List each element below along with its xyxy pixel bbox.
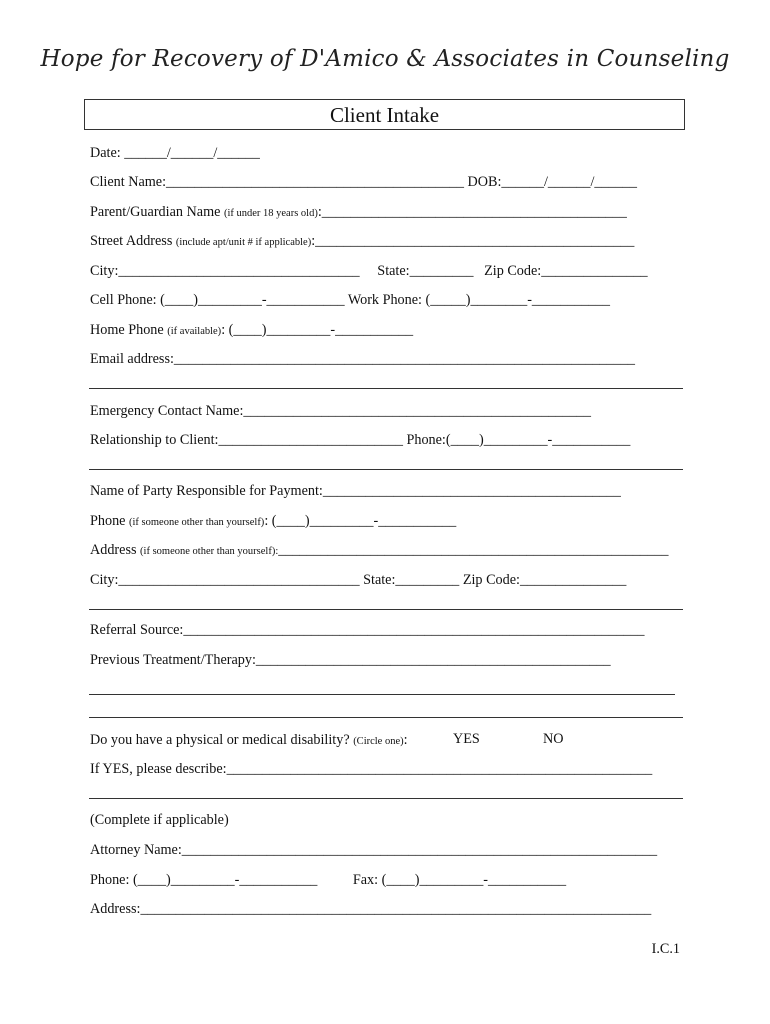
divider (89, 717, 683, 718)
home-phone-note: (if available) (167, 326, 222, 337)
cell-work-phone-field[interactable]: Cell Phone: (____)_________-___________ Work Phone: (_____)________-___________ (90, 292, 610, 308)
disability-colon: : (403, 732, 408, 748)
home-phone-line: : (____)_________-___________ (221, 322, 414, 338)
city-state-zip-field[interactable]: City:__________________________________ State:_________ Zip Code:_______________ (90, 263, 648, 279)
street-note: (include apt/unit # if applicable) (175, 237, 312, 248)
responsible-city-state-zip-field[interactable]: City:__________________________________ State:_________ Zip Code:_______________ (90, 572, 627, 588)
resp-address-line: _______________________________________________________ (278, 542, 669, 558)
divider (89, 388, 683, 389)
street-address-field[interactable] (90, 232, 634, 252)
complete-if-applicable-label: (Complete if applicable) (90, 812, 229, 828)
home-phone-label: Home Phone (90, 322, 168, 338)
guardian-name-field[interactable] (90, 203, 627, 223)
attorney-phone-fax-field[interactable]: Phone: (____)_________-___________ Fax: (____)_________-___________ (90, 872, 567, 888)
responsible-party-field[interactable]: Name of Party Responsible for Payment:__________________________________________ (90, 483, 621, 499)
date-field[interactable]: Date: ______/______/______ (90, 145, 260, 161)
relationship-phone-field[interactable]: Relationship to Client:__________________________ Phone:(____)_________-___________ (90, 432, 631, 448)
previous-treatment-field[interactable]: Previous Treatment/Therapy:__________________________________________________ (90, 652, 611, 668)
disability-describe-field[interactable]: If YES, please describe:____________________________________________________________ (90, 761, 653, 777)
no-option[interactable]: NO (543, 731, 564, 747)
org-heading: Hope for Recovery of D'Amico & Associates in Counseling (40, 46, 730, 72)
resp-address-label: Address (90, 542, 141, 558)
disability-note: (Circle one) (353, 736, 404, 747)
attorney-address-field[interactable]: Address:________________________________________________________________________ (90, 901, 652, 917)
guardian-line: :___________________________________________ (317, 204, 627, 220)
guardian-label: Parent/Guardian Name (90, 204, 224, 220)
resp-phone-note: (if someone other than yourself) (129, 517, 265, 528)
attorney-name-field[interactable]: Attorney Name:___________________________________________________________________ (90, 842, 658, 858)
disability-question-text: Do you have a physical or medical disability? (90, 732, 354, 748)
divider (89, 469, 683, 470)
divider (89, 609, 683, 610)
form-title: Client Intake (84, 99, 685, 130)
resp-address-note: (if someone other than yourself): (140, 546, 279, 557)
page-code: I.C.1 (651, 941, 680, 957)
street-line: :_____________________________________________ (311, 233, 635, 249)
resp-phone-label: Phone (90, 513, 130, 529)
responsible-phone-field[interactable] (90, 512, 456, 532)
disability-question (90, 731, 408, 751)
guardian-note: (if under 18 years old) (223, 208, 318, 219)
referral-source-field[interactable]: Referral Source:_________________________________________________________________ (90, 622, 645, 638)
email-field[interactable]: Email address:_________________________________________________________________ (90, 351, 636, 367)
home-phone-field[interactable] (90, 321, 413, 341)
emergency-contact-field[interactable]: Emergency Contact Name:_________________________________________________ (90, 403, 591, 419)
divider (89, 798, 683, 799)
resp-phone-line: : (____)_________-___________ (264, 513, 457, 529)
client-name-dob-field[interactable]: Client Name:__________________________________________ DOB:______/______/______ (90, 174, 637, 190)
yes-option[interactable]: YES (453, 731, 480, 747)
street-label: Street Address (90, 233, 176, 249)
responsible-address-field[interactable] (90, 541, 668, 561)
previous-treatment-extra-line[interactable] (89, 694, 675, 695)
